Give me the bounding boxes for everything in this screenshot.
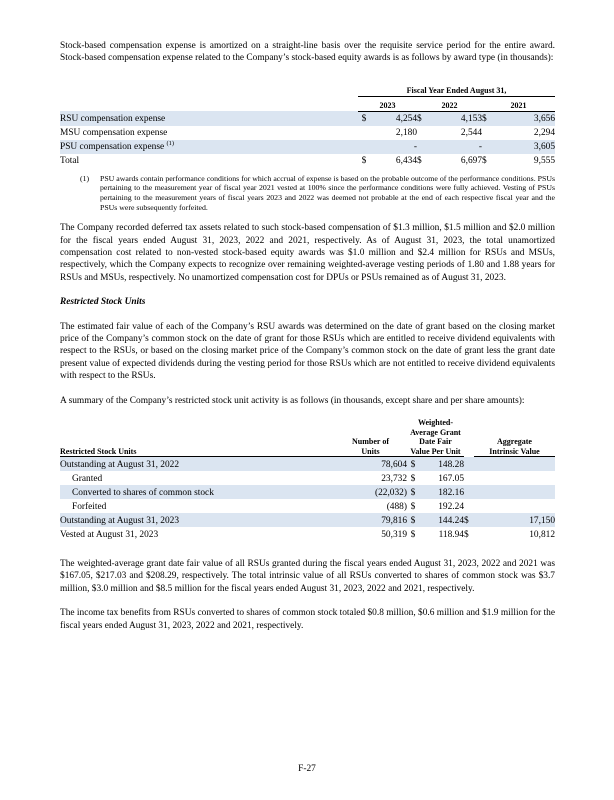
col-header-units: Number of Units: [330, 418, 407, 457]
units-cell: 79,816: [330, 513, 407, 527]
currency-symbol: $: [407, 457, 419, 472]
amount-cell: 6,434: [395, 156, 417, 167]
table-row: [60, 527, 555, 541]
fair-value-cell: 182.16: [419, 485, 464, 499]
row-label-text: RSU compensation expense: [60, 114, 166, 125]
currency-symbol: $: [361, 156, 367, 167]
amount-cell: 9,555: [533, 156, 555, 167]
currency-symbol: [482, 126, 494, 140]
intrinsic-value-cell: [474, 499, 555, 513]
intrinsic-value-cell: 17,150: [474, 513, 555, 527]
table-row: [60, 485, 555, 499]
amount-cell: 2,544: [460, 128, 482, 139]
currency-symbol: [417, 140, 429, 154]
row-label-text: PSU compensation expense: [60, 142, 165, 153]
fair-value-cell: 192.24: [438, 501, 464, 512]
currency-symbol: $: [410, 473, 416, 484]
units-cell: 23,732: [381, 473, 407, 484]
period-header: Fiscal Year Ended August 31,: [358, 82, 555, 97]
footnote-text: PSU awards contain performance conditions for which accrual of expense is based on the probable outcome of the performance conditions. PSUs pertaining to the measurement year of fiscal year 2021 vested at 100% since the performance conditions were fully achieved. Vesting of PSUs pertaining to the measurement years of fiscal years 2023 and 2022 was deemed not probable at the end of each respective fiscal year and the PSUs were subsequently forfeited.: [100, 173, 555, 212]
row-label: Outstanding at August 31, 2023: [60, 513, 330, 527]
fair-value-cell: 144.24: [419, 513, 464, 527]
footnote: [80, 174, 555, 212]
table-row: [60, 154, 555, 168]
currency-symbol: [464, 499, 474, 513]
currency-symbol: [464, 457, 474, 472]
amount-cell: 4,254: [370, 111, 417, 126]
currency-symbol: [464, 471, 474, 485]
year-header: 2023: [358, 96, 417, 111]
currency-symbol: $: [410, 529, 416, 540]
currency-symbol: [358, 126, 370, 140]
intrinsic-value-cell: [474, 457, 555, 472]
amount-cell: 3,605: [494, 140, 555, 154]
document-page: [60, 40, 555, 632]
fair-value-cell: 148.28: [419, 457, 464, 472]
amount-cell: 3,656: [494, 111, 555, 126]
page-number: F-27: [298, 764, 316, 774]
amount-cell: -: [370, 140, 417, 154]
intro-paragraph: Stock-based compensation expense is amortized on a straight-line basis over the requisite service period for the entire award. Stock-based compensation expense related to the Company’s stock-based equity awards is as follows by award type (in thousands):: [60, 41, 555, 64]
amount-cell: 2,180: [395, 128, 417, 139]
currency-symbol: $: [407, 485, 419, 499]
row-label: Outstanding at August 31, 2022: [60, 457, 330, 472]
footnote-reference: (1): [166, 140, 175, 148]
currency-symbol: [358, 140, 370, 154]
intrinsic-value-cell: [474, 471, 555, 485]
units-cell: (488): [386, 501, 407, 512]
compensation-expense-table: [60, 82, 555, 168]
table-row: [60, 471, 555, 485]
intrinsic-value-cell: [474, 485, 555, 499]
summary-intro: A summary of the Company’s restricted stock unit activity is as follows (in thousands, except share and per share amounts):: [60, 395, 525, 406]
currency-symbol: $: [464, 529, 469, 540]
row-label-text: Total: [60, 156, 80, 167]
currency-symbol: $: [410, 501, 416, 512]
currency-symbol: $: [358, 111, 370, 126]
currency-symbol: $: [482, 156, 487, 167]
table-row: [60, 457, 555, 472]
col-header-fair-value: Weighted-Average Grant Date Fair Value Per Unit: [407, 418, 464, 457]
table-row: [60, 111, 555, 126]
amount-cell: 6,697: [460, 156, 482, 167]
row-label: [60, 126, 358, 140]
currency-symbol: $: [482, 111, 494, 126]
col-header-intrinsic: Aggregate Intrinsic Value: [474, 418, 555, 457]
units-cell: 78,604: [330, 457, 407, 472]
currency-symbol: $: [464, 513, 474, 527]
fair-value-cell: 118.94: [438, 529, 464, 540]
currency-symbol: [464, 485, 474, 499]
currency-symbol: $: [407, 513, 419, 527]
fair-value-cell: 167.05: [438, 473, 464, 484]
compensation-rows: [60, 111, 555, 168]
footnote-marker: (1): [80, 173, 90, 183]
row-label: Forfeited: [72, 501, 107, 512]
currency-symbol: $: [417, 156, 422, 167]
units-cell: (22,032): [330, 485, 407, 499]
currency-symbol: [482, 140, 494, 154]
table-row: [60, 499, 555, 513]
rsu-rows: [60, 457, 555, 542]
intrinsic-value-cell: 10,812: [529, 529, 555, 540]
deferred-tax-paragraph: The Company recorded deferred tax assets related to such stock-based compensation of $1.3 million, $1.5 million and $2.0 million for the fiscal years ended August 31, 2023, 2022 and 2021, respectively. As of August 31, 2023, the total unamortized compensation cost related to non-vested stock-based equity awards was $1.0 million and $2.4 million for RSUs and MSUs, respectively, which the Company expects to recognize over remaining weighted-average vesting periods of 1.80 and 1.88 years for RSUs and MSUs, respectively. No unamortized compensation cost for DPUs or PSUs remained as of August 31, 2023.: [60, 223, 555, 283]
row-label-text: MSU compensation expense: [60, 128, 168, 139]
row-label: [60, 154, 358, 168]
amount-cell: 4,153: [429, 111, 482, 126]
table-row: [60, 513, 555, 527]
tax-benefit-paragraph: The income tax benefits from RSUs converted to shares of common stock totaled $0.8 million, $0.6 million and $1.9 million for the fiscal years ended August 31, 2023, 2022 and 2021, respectively.: [60, 608, 555, 631]
units-cell: 50,319: [381, 529, 407, 540]
table-row: [60, 126, 555, 140]
table-row: [60, 140, 555, 154]
row-label: [60, 111, 358, 126]
row-label: Vested at August 31, 2023: [60, 529, 159, 540]
fair-value-paragraph: The estimated fair value of each of the Company’s RSU awards was determined on the date of grant based on the closing market price of the Company’s common stock on the date of grant for those RSUs which are entitled to receive dividend equivalents with respect to the RSUs, or based on the closing market price of the Company’s common stock on the date of grant less the grant date present value of expected dividends during the vesting period for those RSUs which are not entitled to receive dividend equivalents with respect to the RSUs.: [60, 321, 555, 382]
section-heading: Restricted Stock Units: [60, 297, 146, 308]
year-header: 2022: [417, 96, 482, 111]
currency-symbol: [417, 126, 429, 140]
currency-symbol: $: [417, 111, 429, 126]
weighted-average-paragraph: The weighted-average grant date fair value of all RSUs granted during the fiscal years ended August 31, 2023, 2022 and 2021 was $167.05, $217.03 and $208.29, respectively. The total intrinsic value of all RSUs converted to shares of common stock was $3.7 million, $3.0 million and $8.5 million for the fiscal years ended August 31, 2023, 2022 and 2021, respectively.: [60, 559, 555, 594]
rsu-activity-table: [60, 418, 555, 541]
amount-cell: -: [429, 140, 482, 154]
amount-cell: 2,294: [533, 128, 555, 139]
col-header-label: Restricted Stock Units: [60, 418, 330, 457]
row-label: Granted: [72, 473, 103, 484]
year-header: 2021: [482, 96, 555, 111]
row-label: Converted to shares of common stock: [60, 485, 330, 499]
row-label: [60, 140, 358, 154]
